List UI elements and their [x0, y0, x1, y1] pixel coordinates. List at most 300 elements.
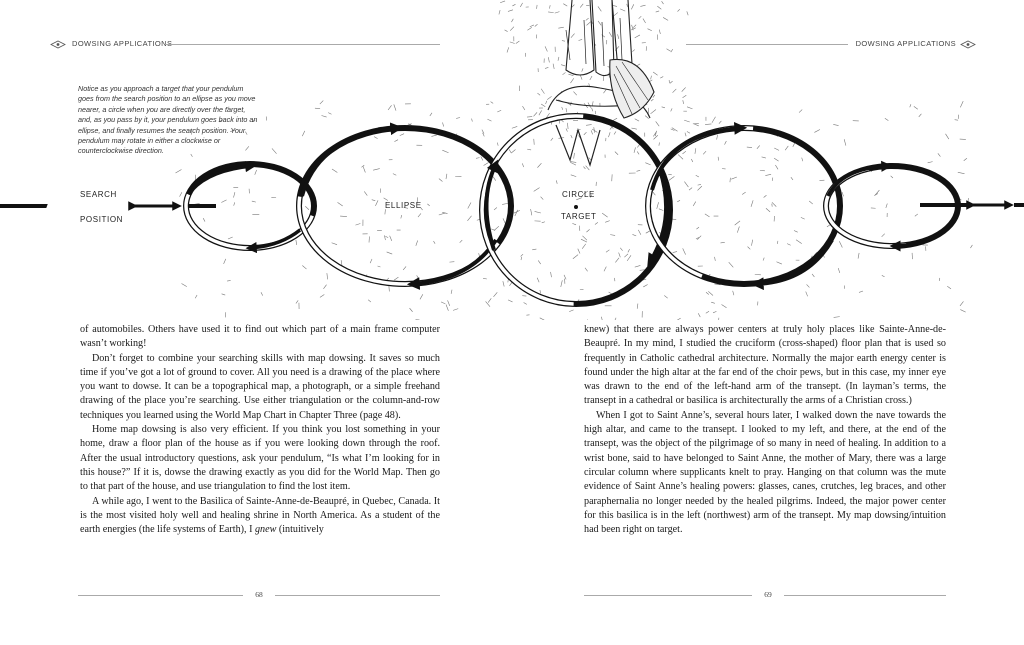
folio-rule: [78, 595, 243, 596]
hatch-stroke: [651, 109, 656, 113]
hatch-stroke: [394, 104, 396, 110]
hatch-stroke: [689, 188, 692, 191]
hatch-stroke: [551, 138, 553, 141]
hatch-stroke: [372, 200, 376, 201]
hatch-stroke: [659, 142, 660, 145]
hatch-stroke: [766, 208, 770, 212]
hatch-stroke: [234, 192, 235, 197]
hatch-stroke: [705, 124, 711, 125]
hatch-stroke: [574, 153, 575, 159]
paragraph: Don’t forget to combine your searching skills with map dowsing. It saves so much time if you’ve got a lot of ground to cover. All you need is a drawing of the place where you want to dowse. It can be a topographical map, a photograph, or a simple freehand drawing of the place you’re searching. Use either triangulation or the column-and-row techniques you learned using the World Map Chart in Chapter Three (page 48).: [80, 352, 440, 421]
hatch-stroke: [624, 254, 628, 257]
hatch-stroke: [885, 118, 889, 120]
hatch-stroke: [751, 200, 753, 206]
hatch-stroke: [561, 65, 565, 66]
left-page-body: [80, 323, 440, 537]
hatch-stroke: [384, 235, 385, 240]
page-number-right: 69: [764, 590, 772, 599]
hatch-stroke: [394, 140, 398, 142]
hatch-stroke: [442, 150, 448, 153]
hatch-stroke: [541, 104, 545, 107]
hatch-stroke: [960, 101, 963, 107]
hatch-stroke: [687, 131, 690, 133]
hatch-stroke: [637, 170, 641, 171]
hatch-stroke: [677, 200, 680, 202]
hatch-stroke: [556, 180, 557, 183]
hatch-stroke: [571, 135, 572, 138]
hatch-stroke: [671, 49, 673, 52]
hatch-stroke: [603, 89, 606, 93]
hatch-stroke: [774, 158, 778, 161]
label-search: SEARCH: [80, 190, 117, 199]
hatch-stroke: [742, 192, 745, 194]
hatch-stroke: [591, 130, 593, 134]
hatch-stroke: [947, 286, 951, 289]
hatch-stroke: [562, 41, 565, 42]
hatch-stroke: [476, 158, 480, 159]
hatch-stroke: [582, 244, 586, 249]
hatch-stroke: [608, 132, 610, 137]
hatch-stroke: [394, 277, 398, 280]
hatch-stroke: [939, 278, 940, 281]
hatch-stroke: [573, 255, 578, 259]
hatch-stroke: [587, 319, 590, 320]
hatch-stroke: [584, 132, 587, 135]
hatch-stroke: [875, 190, 879, 195]
hatch-stroke: [643, 19, 646, 23]
hatch-stroke: [747, 147, 752, 148]
hatch-stroke: [968, 198, 969, 202]
page-number-left: 68: [255, 590, 263, 599]
hatch-stroke: [592, 101, 593, 106]
hatch-stroke: [420, 294, 423, 299]
hatch-stroke: [609, 32, 612, 37]
hatch-stroke: [592, 108, 593, 112]
hatch-stroke: [653, 72, 657, 75]
hatch-stroke: [439, 179, 443, 182]
paragraph: Home map dowsing is also very efficient. If you think you lost something in your home, draw a floor plan of the house as if you were looking down through the roof. After the usual introductory questions, ask your pendulum, “Is what I’m looking for in this house?” If it is, dowse the drawing exactly as you did for the World Map. Then go to that part of the house, and use triangulation to find the lost item.: [80, 424, 440, 493]
hatch-stroke: [684, 182, 688, 187]
hatch-stroke: [400, 134, 404, 136]
hatch-stroke: [441, 302, 445, 304]
hatch-stroke: [774, 148, 779, 150]
hatch-stroke: [182, 284, 187, 287]
hatch-stroke: [512, 4, 515, 6]
hatch-stroke: [763, 258, 764, 261]
hatch-stroke: [522, 163, 523, 167]
hatch-stroke: [653, 95, 655, 98]
hatch-stroke: [654, 135, 658, 139]
hatch-stroke: [812, 274, 814, 277]
hatch-stroke: [606, 250, 609, 252]
hatch-stroke: [713, 311, 716, 312]
hatch-stroke: [555, 12, 560, 13]
hatch-stroke: [527, 27, 531, 30]
hatch-stroke: [534, 112, 538, 116]
hatch-stroke: [520, 3, 522, 7]
hatch-stroke: [731, 177, 737, 179]
hatch-stroke: [677, 318, 681, 320]
hatch-stroke: [678, 155, 683, 160]
hatch-stroke: [497, 110, 501, 112]
hatch-stroke: [563, 4, 567, 6]
hatch-stroke: [712, 117, 716, 123]
hatch-stroke: [635, 265, 641, 267]
hatch-stroke: [548, 57, 549, 62]
hatch-stroke: [602, 213, 607, 217]
hatch-stroke: [530, 25, 534, 27]
hatch-stroke: [558, 27, 563, 28]
hatch-stroke: [946, 134, 949, 139]
hatch-stroke: [958, 172, 965, 173]
hatch-stroke: [417, 275, 419, 279]
hatch-stroke: [633, 25, 636, 28]
hatch-stroke: [327, 273, 328, 279]
hatch-stroke: [682, 151, 685, 154]
hatch-stroke: [673, 252, 677, 253]
hatch-stroke: [696, 175, 699, 177]
hatch-stroke: [595, 222, 598, 224]
hatch-stroke: [757, 145, 760, 148]
hatch-stroke: [806, 292, 808, 297]
hatch-stroke: [891, 176, 893, 178]
hatch-stroke: [363, 166, 365, 172]
running-head-right-text: DOWSING APPLICATIONS: [855, 39, 956, 48]
hatch-stroke: [572, 5, 574, 8]
hatch-stroke: [720, 242, 724, 243]
hatch-stroke: [320, 101, 323, 104]
hatch-stroke: [627, 4, 628, 7]
hatch-stroke: [373, 169, 380, 171]
hatch-stroke: [537, 93, 540, 95]
hatch-stroke: [570, 78, 573, 83]
hatch-stroke: [799, 110, 802, 113]
hatch-stroke: [683, 95, 687, 98]
hatch-stroke: [718, 157, 719, 161]
hatch-stroke: [502, 203, 508, 204]
hatch-stroke: [631, 28, 636, 30]
hatch-stroke: [448, 300, 450, 305]
hatch-stroke: [573, 92, 576, 96]
hatch-stroke: [222, 294, 226, 295]
hatch-stroke: [427, 204, 429, 206]
hatch-stroke: [685, 133, 686, 137]
hatch-stroke: [418, 213, 421, 217]
folio-rule: [784, 595, 946, 596]
hatch-stroke: [660, 77, 663, 79]
hatch-stroke: [537, 278, 539, 283]
hatch-stroke: [683, 248, 686, 254]
hatch-stroke: [527, 149, 531, 150]
hatch-stroke: [551, 272, 552, 277]
hatch-stroke: [508, 10, 513, 12]
hatch-stroke: [706, 311, 709, 313]
hatch-stroke: [809, 201, 813, 204]
hatch-stroke: [838, 268, 840, 273]
paragraph: A while ago, I went to the Basilica of Sainte-Anne-de-Beaupré, in Quebec, Canada. It is the most visited holy well and healing shrine in North America. As a student of the earth energies (the life systems of Earth), I gnew (intuitively: [80, 495, 440, 536]
hatch-stroke: [434, 241, 436, 244]
hatch-stroke: [748, 247, 751, 250]
hatch-stroke: [332, 243, 337, 245]
hatch-stroke: [416, 240, 418, 245]
hatch-stroke: [511, 149, 515, 153]
hatch-stroke: [637, 151, 639, 154]
hatch-stroke: [635, 119, 639, 121]
hatch-stroke: [613, 118, 618, 121]
hatch-stroke: [807, 284, 810, 287]
hatch-stroke: [645, 116, 649, 119]
folio-left: [78, 590, 440, 600]
hatch-stroke: [859, 291, 863, 292]
hatch-stroke: [203, 218, 205, 221]
hatch-stroke: [604, 267, 606, 272]
hatch-stroke: [634, 147, 636, 152]
hatch-stroke: [914, 106, 918, 109]
hatch-stroke: [776, 262, 781, 264]
hatch-stroke: [919, 114, 922, 117]
hatch-stroke: [964, 158, 967, 161]
hatch-stroke: [648, 108, 649, 114]
hatch-stroke: [703, 151, 706, 154]
hatch-stroke: [569, 310, 573, 312]
hatch-stroke: [507, 47, 509, 52]
hatch-stroke: [542, 222, 545, 223]
hatch-stroke: [683, 100, 684, 104]
hatch-stroke: [729, 262, 734, 267]
hatch-stroke: [535, 211, 541, 213]
hatch-stroke: [387, 252, 393, 254]
hatch-stroke: [605, 221, 610, 223]
hatch-stroke: [296, 240, 297, 245]
hatch-stroke: [858, 253, 859, 259]
hatch-stroke: [669, 176, 675, 180]
hatch-stroke: [546, 101, 547, 104]
hatch-stroke: [195, 295, 197, 298]
hatch-stroke: [568, 74, 573, 76]
hatch-stroke: [586, 229, 589, 232]
hatch-stroke: [638, 230, 641, 235]
hatch-stroke: [619, 253, 621, 258]
hatch-stroke: [620, 248, 622, 251]
hatch-stroke: [691, 159, 692, 162]
hatch-stroke: [882, 234, 885, 237]
hatch-stroke: [632, 50, 634, 52]
hatch-stroke: [646, 231, 650, 233]
hatch-stroke: [678, 9, 680, 11]
hatch-stroke: [585, 268, 588, 271]
hatch-stroke: [708, 291, 713, 295]
hatch-stroke: [693, 202, 696, 206]
large-ellipse-right: [648, 128, 840, 284]
hatch-stroke: [510, 27, 514, 31]
hatch-stroke: [610, 235, 615, 236]
hatch-stroke: [698, 184, 701, 185]
hatch-stroke: [632, 234, 636, 235]
hatch-stroke: [332, 169, 337, 173]
hatch-stroke: [562, 107, 563, 110]
hatch-stroke: [541, 197, 544, 200]
hatch-stroke: [684, 120, 690, 122]
hatch-stroke: [671, 108, 672, 111]
paragraph: of automobiles. Others have used it to find out which part of a main frame computer wasn’t working!: [80, 324, 440, 350]
label-ellipse: ELLIPSE: [385, 201, 422, 210]
hatch-stroke: [538, 260, 540, 264]
hatch-stroke: [578, 249, 580, 254]
hatch-stroke: [580, 75, 582, 80]
pendulum-diagram: [0, 0, 1024, 320]
hatch-stroke: [509, 150, 511, 153]
hatch-stroke: [657, 6, 661, 9]
hatch-stroke: [321, 116, 326, 118]
folio-rule: [275, 595, 440, 596]
hatch-stroke: [715, 257, 716, 261]
hatch-stroke: [615, 258, 619, 263]
hatch-stroke: [374, 137, 378, 139]
hatch-stroke: [666, 49, 670, 52]
hatch-stroke: [580, 4, 583, 8]
hatch-stroke: [481, 156, 483, 160]
hatch-stroke: [430, 113, 432, 116]
hatch-stroke: [272, 148, 277, 153]
hatch-stroke: [497, 143, 498, 146]
hatch-stroke: [706, 292, 709, 294]
hatch-stroke: [439, 213, 446, 215]
hatch-stroke: [640, 5, 645, 6]
hatch-stroke: [733, 291, 734, 295]
hatch-stroke: [659, 30, 660, 34]
hatch-stroke: [370, 259, 372, 263]
hatch-stroke: [839, 241, 842, 247]
hatch-stroke: [224, 259, 226, 264]
hatch-stroke: [368, 300, 371, 302]
hatch-stroke: [765, 174, 771, 175]
hatch-stroke: [410, 308, 413, 312]
hatch-stroke: [664, 296, 667, 299]
hatch-stroke: [571, 175, 576, 177]
hatch-stroke: [566, 129, 567, 132]
hatch-stroke: [601, 317, 603, 320]
hatch-stroke: [578, 39, 582, 40]
hatch-stroke: [355, 223, 360, 225]
hatch-stroke: [494, 207, 497, 209]
hatch-stroke: [499, 10, 500, 14]
hatch-stroke: [725, 141, 727, 145]
hatch-stroke: [938, 153, 941, 156]
hatch-stroke: [735, 221, 740, 225]
hatch-stroke: [558, 57, 559, 61]
hatch-stroke: [648, 29, 652, 31]
figure-caption: [78, 84, 260, 157]
hatch-stroke: [572, 223, 576, 224]
hatch-stroke: [486, 301, 490, 306]
hatch-stroke: [252, 201, 256, 202]
hatch-stroke: [842, 192, 843, 196]
hatch-stroke: [364, 191, 367, 195]
hatch-stroke: [403, 266, 406, 269]
hatch-stroke: [651, 99, 653, 101]
hatch-stroke: [814, 130, 820, 133]
hatch-stroke: [549, 5, 550, 8]
hatch-stroke: [570, 162, 576, 165]
hatch-stroke: [696, 227, 699, 229]
hatch-stroke: [516, 41, 520, 43]
hatch-stroke: [494, 226, 499, 230]
hatch-stroke: [717, 135, 718, 140]
hatch-stroke: [567, 123, 568, 129]
hatch-stroke: [401, 215, 402, 218]
hatch-stroke: [802, 158, 803, 161]
paragraph: When I got to Saint Anne’s, several hours later, I walked down the nave towards the high altar, and came to the transept. I looked to my left, and there, at the end of the transept, was the object of the pilgrimage of so many in need of healing. In addition to a wrist bone, said to have belonged to Saint Anne, the mother of Mary, there was a large circular column where supplicants knelt to pray. Hanging on that column was the mute evidence of Saint Anne’s healing powers: glasses, canes, crutches, leg braces, and other paraphernalia no longer needed by the healed pilgrims. Indeed, the major power center for this basilica is in the left (northwest) arm of the transept. My map dowsing/intuition had been right on target.: [584, 409, 946, 536]
hatch-stroke: [614, 131, 616, 134]
right-page-body: [584, 323, 946, 537]
hatch-stroke: [582, 236, 586, 240]
hatch-stroke: [698, 313, 700, 317]
hatch-stroke: [670, 81, 673, 83]
hatch-stroke: [794, 231, 798, 233]
hatch-stroke: [586, 18, 589, 20]
hatch-stroke: [635, 35, 640, 38]
hatch-stroke: [176, 169, 182, 173]
hatch-stroke: [539, 110, 542, 115]
hatch-stroke: [844, 139, 846, 145]
hatch-stroke: [587, 22, 591, 26]
hatch-stroke: [693, 123, 699, 124]
hatch-stroke: [521, 254, 523, 256]
hatch-stroke: [960, 301, 963, 305]
hatch-stroke: [491, 102, 494, 104]
hatch-stroke: [602, 35, 605, 37]
label-target: TARGET: [561, 212, 597, 221]
hatch-stroke: [762, 157, 766, 158]
hatch-stroke: [234, 202, 235, 205]
hatch-stroke: [834, 317, 840, 318]
hatch-stroke: [451, 290, 452, 294]
hatch-stroke: [456, 118, 460, 119]
hatch-stroke: [796, 240, 802, 244]
hatch-stroke: [221, 200, 226, 203]
hatch-stroke: [613, 318, 616, 320]
hatch-stroke: [785, 146, 788, 150]
hatch-stroke: [590, 76, 592, 80]
hatch-stroke: [488, 298, 491, 302]
hatch-stroke: [537, 5, 538, 9]
hatch-stroke: [791, 177, 793, 180]
hatch-stroke: [618, 34, 619, 39]
hatch-stroke: [446, 304, 448, 310]
hatch-stroke: [801, 217, 805, 219]
folio-right: [584, 590, 946, 600]
hatch-stroke: [772, 202, 776, 206]
hatch-stroke: [305, 206, 309, 210]
hatch-stroke: [491, 229, 495, 231]
hatch-texture: [176, 1, 973, 320]
hatch-stroke: [446, 174, 447, 179]
hatch-stroke: [886, 204, 887, 208]
hatch-stroke: [882, 275, 885, 276]
hatch-stroke: [180, 192, 182, 196]
hatch-stroke: [487, 119, 491, 121]
hatch-stroke: [711, 302, 715, 303]
hatch-stroke: [467, 216, 471, 221]
hatch-stroke: [628, 249, 630, 252]
hatch-stroke: [532, 249, 536, 250]
hatch-stroke: [302, 266, 306, 270]
running-head-left-text: DOWSING APPLICATIONS: [72, 39, 173, 48]
hatch-stroke: [598, 21, 601, 25]
hatch-stroke: [390, 236, 392, 241]
hatch-stroke: [431, 135, 436, 136]
hatch-stroke: [535, 24, 538, 26]
